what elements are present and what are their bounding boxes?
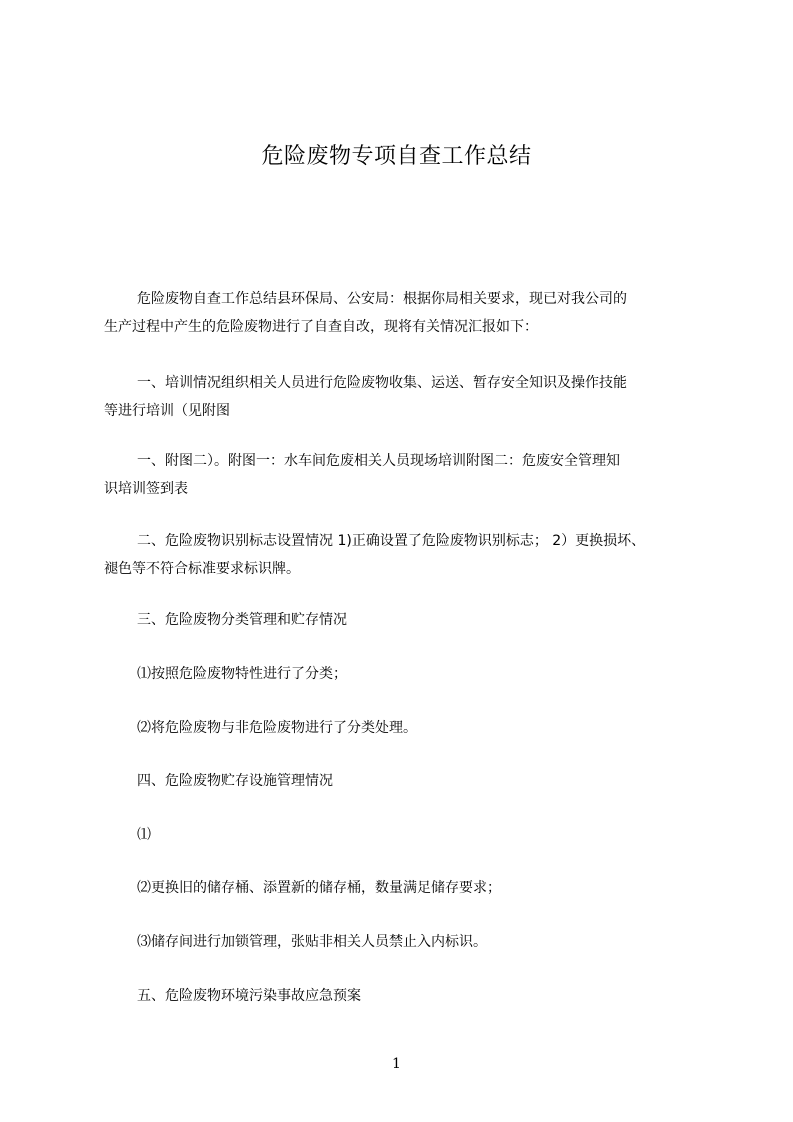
section-4-item-2: ⑵更换旧的储存桶、添置新的储存桶，数量满足储存要求； — [137, 880, 501, 896]
intro-line-1: 危险废物自查工作总结县环保局、公安局：根据你局相关要求，现已对我公司的 — [137, 291, 627, 307]
section-1b-paragraph — [104, 447, 704, 503]
document-title: 危险废物专项自查工作总结 — [261, 144, 532, 169]
section-4-heading: 四、危险废物贮存设施管理情况 — [137, 773, 333, 789]
section-2-line-2: 褪色等不符合标准要求标识牌。 — [104, 561, 300, 577]
section-3-item-2: ⑵将危险废物与非危险废物进行了分类处理。 — [137, 720, 417, 736]
intro-paragraph — [104, 285, 704, 341]
intro-line-2: 生产过程中产生的危险废物进行了自查自改，现将有关情况汇报如下： — [104, 319, 538, 335]
section-4-item-3: ⑶储存间进行加锁管理，张贴非相关人员禁止入内标识。 — [137, 934, 487, 950]
section-1-line-1: 一、培训情况组织相关人员进行危险废物收集、运送、暂存安全知识及操作技能 — [137, 375, 627, 391]
page-number: 1 — [392, 1056, 401, 1072]
section-1b-line-2: 识培训签到表 — [104, 481, 188, 497]
section-1-line-2: 等进行培训（见附图 — [104, 403, 230, 419]
section-5-heading: 五、危险废物环境污染事故应急预案 — [137, 988, 361, 1004]
section-1-paragraph — [104, 369, 704, 425]
section-2-line-1: 二、危险废物识别标志设置情况 1)正确设置了危险废物识别标志； 2）更换损坏、 — [137, 533, 646, 549]
section-3-item-1: ⑴按照危险废物特性进行了分类； — [137, 666, 347, 682]
section-2-paragraph — [104, 527, 704, 583]
section-1b-line-1: 一、附图二）。附图一：水车间危废相关人员现场培训附图二：危废安全管理知 — [137, 453, 620, 469]
section-4-item-1: ⑴ — [137, 827, 151, 843]
section-3-heading: 三、危险废物分类管理和贮存情况 — [137, 612, 347, 628]
